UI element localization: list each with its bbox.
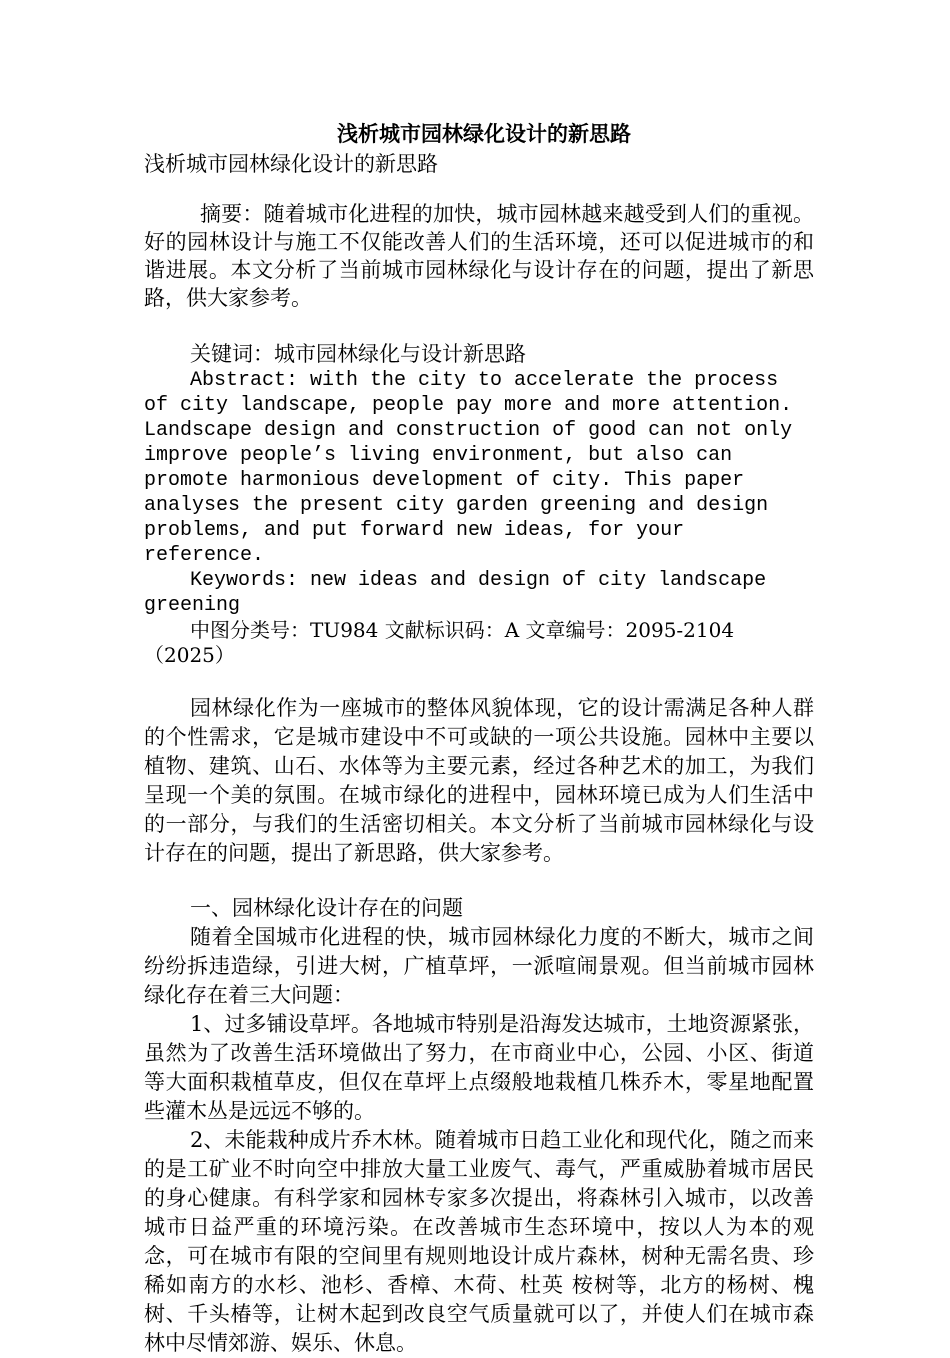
article-subtitle: 浅析城市园林绿化设计的新思路 [144, 152, 438, 176]
point-1-paragraph: 1、过多铺设草坪。各地城市特别是沿海发达城市，土地资源紧张，虽然为了改善生活环境做出了努力，在市商业中心，公园、小区、街道等大面积栽植草皮，但仅在草坪上点缀般地栽植几株乔木，零星地配置些灌木丛是远远不够的。 [144, 1012, 814, 1123]
keywords-english: Keywords: new ideas and design of city landscape greening [144, 569, 767, 617]
abstract-english: Abstract: with the city to accelerate the process of city landscape, people pay more and more attention. Landscape design and construction of good can not only improve people’s living environment, but also can promote harmonious development of city. This paper analyses the present city garden greening and design problems, and put forward new ideas, for your reference. [144, 369, 793, 567]
section-heading: 一、园林绿化设计存在的问题 [190, 896, 463, 920]
classification-line: 中图分类号：TU984 文献标识码：A 文章编号：2095-2104（2025） [144, 618, 735, 667]
article-title: 浅析城市园林绿化设计的新思路 [337, 121, 631, 146]
intro-paragraph: 园林绿化作为一座城市的整体风貌体现，它的设计需满足各种人群的个性需求，它是城市建设中不可或缺的一项公共设施。园林中主要以植物、建筑、山石、水体等为主要元素，经过各种艺术的加工，为我们呈现一个美的氛围。在城市绿化的进程中，园林环境已成为人们生活中的一部分，与我们的生活密切相关。本文分析了当前城市园林绿化与设计存在的问题，提出了新思路，供大家参考。 [144, 696, 814, 865]
spacer [144, 668, 814, 694]
spacer [144, 868, 814, 894]
document-page [144, 118, 814, 1358]
keywords-chinese: 关键词：城市园林绿化与设计新思路 [190, 342, 526, 366]
abstract-chinese: 摘要：随着城市化进程的加快，城市园林越来越受到人们的重视。好的园林设计与施工不仅能改善人们的生活环境，还可以促进城市的和谐进展。本文分析了当前城市园林绿化与设计存在的问题，提出了新思路，供大家参考。 [144, 202, 814, 310]
section-intro-paragraph: 随着全国城市化进程的快，城市园林绿化力度的不断大，城市之间纷纷拆违造绿，引进大树，广植草坪，一派喧闹景观。但当前城市园林绿化存在着三大问题： [144, 925, 814, 1007]
point-2-paragraph: 2、未能栽种成片乔木林。随着城市日趋工业化和现代化，随之而来的是工矿业不时向空中排放大量工业废气、毒气，严重威胁着城市居民的身心健康。有科学家和园林专家多次提出，将森林引入城市，以改善城市日益严重的环境污染。在改善城市生态环境中，按以人为本的观念，可在城市有限的空间里有规则地设计成片森林，树种无需名贵、珍稀如南方的水杉、池杉、香樟、木荷、杜英 桉树等，北方的杨树、槐树、千头椿等，让树木起到改良空气质量就可以了，并使人们在城市森林中尽情郊游、娱乐、休息。 [144, 1128, 814, 1355]
